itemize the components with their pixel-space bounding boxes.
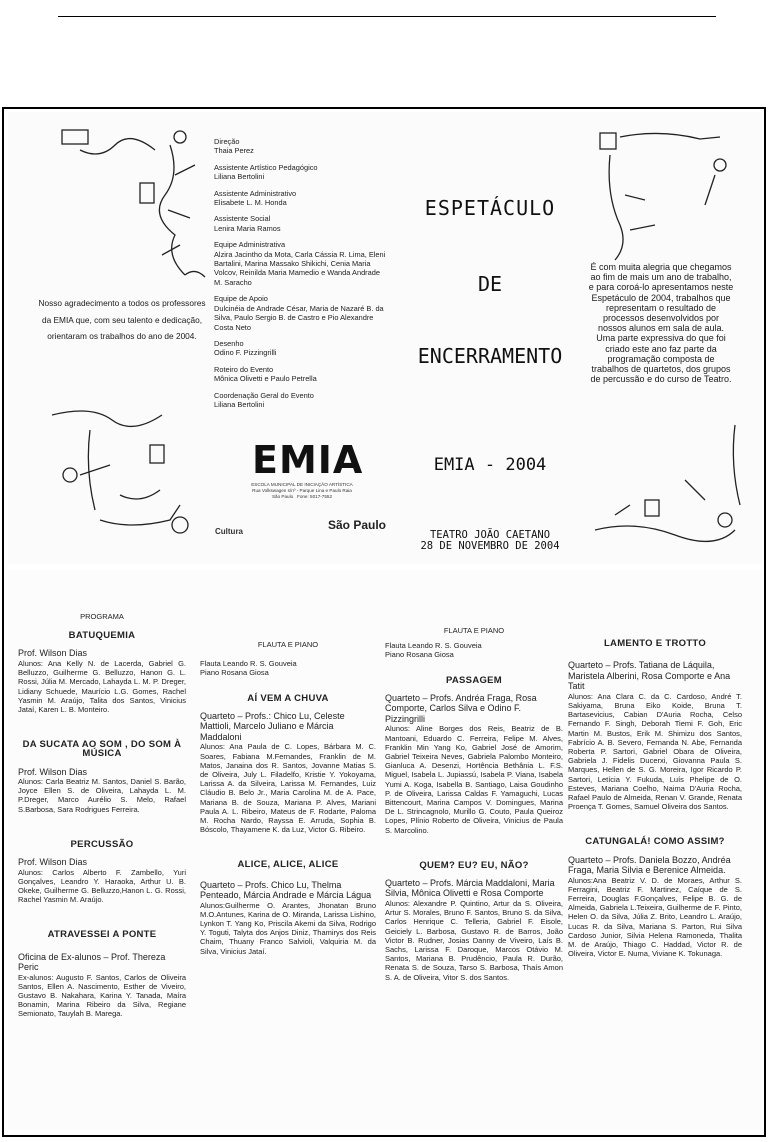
intro-text: É com muita alegria que chegamos ao fim de mais um ano de trabalho, e para coroá-lo apresentamos neste Espetáculo de 2004, trabalhos que representam o resultado de processos desenvolvidos por nossos alunos em sala de aula. Uma parte expressiva do que foi criado este ano faz parte da programação composta de trabalhos de quartetos, dos grupos de percussão e do curso de Teatro. <box>588 262 734 385</box>
piece-teacher: Quarteto – Profs. Chico Lu, Thelma Penteado, Márcia Andrade e Márcia Lágua <box>200 879 372 901</box>
piece-teacher: Quarteto – Profs. Andréa Fraga, Rosa Comporte, Carlos Silva e Odino F. Pizzingrilli <box>385 692 537 724</box>
credit-group <box>214 240 390 287</box>
piece-students: Alunos: Carla Beatriz M. Santos, Daniel S. Barão, Joyce Ellen S. de Oliveira, Lahayda L. M. P.Dreger, Marco Aurélio S. Melo, Rafael S.Barbosa, Sara Rodrigues Ferreira. <box>18 777 186 814</box>
piece-teacher: Quarteto – Profs.: Chico Lu, Celeste Mattioli, Marcelo Juliano e Márcia Maddaloni <box>200 710 345 742</box>
program-column-1 <box>18 612 186 1019</box>
cover-subtitle: EMIA - 2004 <box>433 455 547 475</box>
piece-teacher: Quarteto – Profs. Tatiana de Láquila, Maristela Alberini, Rosa Comporte e Ana Tatit <box>568 660 731 692</box>
credit-role: Assistente Artístico Pedagógico <box>214 162 318 172</box>
credit-group <box>214 365 390 384</box>
piece-title: QUEM? EU? EU, NÃO? <box>419 859 529 871</box>
top-rule <box>58 16 716 17</box>
event-date: 28 DE NOVEMBRO DE 2004 <box>420 540 560 552</box>
piece-teacher: Quarteto – Profs. Márcia Maddaloni, Maria Silvia, Mônica Olivetti e Rosa Comporte <box>385 877 555 899</box>
school-address: Rua Volkswagen s/nº - Parque Lina e Paulo Raia <box>252 488 352 493</box>
piece-title: CATUNGALÁ! COMO ASSIM? <box>585 836 725 848</box>
piece-title: LAMENTO E TROTTO <box>603 638 707 649</box>
credit-role: Equipe de Apoio <box>214 294 268 304</box>
piece-students: Alunos: Aline Borges dos Reis, Beatriz de B. Mantoani, Eduardo C. Ferreira, Felipe M. Alves, Franklin Min Yang Ko, Gabriel José de Amorim, Gabriel Teixeira Neves, Gabriela Palombo Monteiro, Gianluca A. Desenzi, Hortência Bethânia L. F.S. Miguel, Isabela L. Jupiassú, Isabela P. Viana, Isabela Yumi A. Koga, Isabella B. Santiago, Laisa Goudinho P. de Oliveira, Larissa Caldas F. Yamaguchi, Lucas Bittencourt, Marina Campos V. Domingues, Marina De L. Strincagnolo, Murillo G. Couto, Paula Queiroz Lopes, Plínio Roberto de Oliveira, Vinicius de Paula S. Marcolino. <box>385 724 563 835</box>
credit-role: Desenho <box>214 338 244 348</box>
credit-role: Roteiro do Evento <box>214 364 274 374</box>
piece-students: Alunos: Ana Clara C. da C. Cardoso, André T. Sakiyama, Bruna Eiko Koide, Bruna T. Bartasevicius, Cabian D'Auria Rocha, Celso Fernando F. Singh, Deborah Tiemi F. Goh, Eric Martin M. Bustos, Erik M. Shimizu dos Santos, Fabrício A. B. Severo, Fernanda N. Abe, Fernanda Roberta P. Sartori, Gabriel Obara de Oliveira, Gabriela J. Fidelis Ducerxi, Giovanna Paula S. Marques, Hellen de S. G. Moreira, Igor Ricardo P. Sartori, Letícia Y. Fukuda, Luís Phelipe de O. Esteves, Mariana Coelho, Naima D'Auria Rocha, Rafael Paulo de Almeida, Renan V. Grande, Renata Proença T. Gomes, Samuel Oliveira dos Santos. <box>568 691 742 812</box>
program-column-2 <box>200 640 376 956</box>
piece-title: PASSAGEM <box>445 674 503 686</box>
credit-role: Equipe Administrativa <box>214 240 286 250</box>
dancer-drawing-illustration <box>40 385 210 555</box>
cover-title-line-3: ENCERRAMENTO <box>417 344 563 368</box>
school-name: ESCOLA MUNICIPAL DE INICIAÇÃO ARTÍSTICA <box>251 482 353 487</box>
credit-names: Lenira Maria Ramos <box>214 223 281 233</box>
piece-students: Alunos: Alexandre P. Quintino, Artur da S. Oliveira, Artur S. Morales, Bruno F. Santos, Bruno S. da Silva, Carlos Henrique C. Telleria, Gabriel F. Eisole, Geiciely L. Barbosa, Gustavo R. de Barros, João Victor B. Rudner, Josias Danny de Viveiro, Laís B. Sachs, Larissa F. Daroque, Marcos Otávio M. Santos, Mariana B. Prudêncio, Paula R. Durão, Renata S. de Souza, Tarso S. Barbosa, Thaís Amon S. A. de Oliveira, Vitor S. dos Santos. <box>385 898 563 982</box>
credit-names: Alzira Jacintho da Mota, Carla Cássia R. Lima, Eleni Bartalini, Marina Massako Shikichi, Cenia Maria Volcov, Reinilda Maria Mamedio e Wanda Andrade M. Saracho <box>214 249 386 287</box>
piece-title: FLAUTA E PIANO <box>257 640 319 649</box>
credit-role: Coordenação Geral do Evento <box>214 390 314 400</box>
venue-and-date <box>400 530 580 552</box>
credit-group <box>214 214 390 233</box>
piece-title: AÍ VEM A CHUVA <box>247 692 329 704</box>
piece-students: Alunos: Carlos Alberto F. Zambello, Yuri Gonçalves, Leandro Y. Haraoka, Arthur U. B. Okeke, Guilherme G. Belluzzo,Hanon L. G. Rossi, Rachel Yasmin M. Araújo. <box>18 867 186 905</box>
piece-students: Alunos:Guilherme O. Arantes, Jhonatan Bruno M.O.Antunes, Karina de O. Miranda, Larissa Lishino, Lynkon T. Yang Ko, Priscila Akemi da Silva, Rodrigo Y. Toguti, Talyta dos Anjos Diniz, Thamirys dos Reis Chaim, Thuany Franco Salvioli, Valquiria M. da Silva, Vinicius Jataí. <box>200 900 376 956</box>
credit-group <box>214 339 390 358</box>
piece-teacher: Prof. Wilson Dias <box>18 648 88 659</box>
musician-drawing-illustration <box>590 125 750 265</box>
credit-group <box>214 189 390 208</box>
credit-names: Thaia Perez <box>214 146 254 156</box>
piece-teacher: Flauta Leando R. S. Gouveia <box>385 641 482 651</box>
sponsor-saopaulo-logo: São Paulo <box>328 518 387 532</box>
program-column-3 <box>385 626 563 982</box>
piece-teacher: Oficina de Ex-alunos – Prof. Thereza Peric <box>18 951 166 973</box>
venue: TEATRO JOÃO CAETANO <box>429 529 551 541</box>
thanks-note: Nosso agradecimento a todos os professores da EMIA que, com seu talento e dedicação, orientaram os trabalhos do ano de 2004. <box>38 298 206 341</box>
piece-teacher: Quarteto – Profs. Daniela Bozzo, Andréa Fraga, Maria Silvia e Berenice Almeida. <box>568 854 731 876</box>
credit-names: Mônica Olivetti e Paulo Petrella <box>214 374 317 384</box>
piece-teacher: Piano Rosana Giosa <box>200 668 269 678</box>
piece-title: ATRAVESSEI A PONTE <box>47 929 157 941</box>
program-label: PROGRAMA <box>80 612 124 621</box>
piece-teacher: Prof. Wilson Dias <box>18 766 88 777</box>
piece-students: Alunos: Ana Paula de C. Lopes, Bárbara M. C. Soares, Fabiana M.Fernandes, Franklin de M. Matos, Janaina dos R. Santos, Jovanne Matias S. de Oliveira, July L. Filadelfo, Kristie Y. Yokoyama, Larissa A. da Silveira, Larissa M. Fernandes, Luiz Cláudio B. Belo Jr., Maria Carolina M. de A. Pace, Mariana B. de Souza, Mariana P. Alves, Mariani Paula A. L. Ribeiro, Mateus de F. Rodarte, Paloma M. Rocha Nardo, Rayssa E. Arruda, Sophia B. Bóscolo, Thayamene K. da Luz, Victor G. Ribeiro. <box>200 742 376 835</box>
school-city: São Paulo <box>271 494 294 499</box>
piece-teacher: Prof. Wilson Dias <box>18 857 88 868</box>
credit-role: Direção <box>214 137 240 146</box>
credit-group <box>214 137 390 156</box>
cover-title-line-1: ESPETÁCULO <box>424 196 556 220</box>
credit-role: Assistente Administrativo <box>214 188 297 198</box>
cover-title-line-2: DE <box>477 272 503 296</box>
sponsor-cultura-logo: Cultura <box>215 527 243 536</box>
credit-group <box>214 391 390 410</box>
school-info <box>222 482 382 500</box>
credit-names: Dulcinéia de Andrade César, Maria de Nazaré B. da Silva, Paulo Sergio B. de Castro e Pio Alexandre Costa Neto <box>214 303 384 332</box>
credit-names: Elisabete L. M. Honda <box>214 198 287 208</box>
piece-students: Alunos:Ana Beatriz V. D. de Moraes, Arthur S. Ferragini, Beatriz F. Martinez, Caíque de S. Ferreira, Douglas F.Gonçalves, Felipe B. G. de Almeida, Gabriela L.Teixeira, Guilherme de F. Pinto, Helen O. da Silva, Júlia Z. Brito, Leandro L. Araújo, Lucas R. da Silva, Mariana S. Parton, Rui Silva Cardoso Junior, Silvia Helena Ramoneda, Thalita M. de Araújo, Thiago C. Haddad, Victor R. de Oliveira, Victor E. Numa, Viviane K. Tokunaga. <box>568 875 742 959</box>
emia-logo: EMIA <box>252 438 364 482</box>
actor-drawing-illustration <box>585 420 750 550</box>
credit-role: Assistente Social <box>214 214 271 224</box>
piece-title: BATUQUEMIA <box>68 630 136 642</box>
piece-title: PERCUSSÃO <box>70 838 134 850</box>
piece-title: DA SUCATA AO SOM , DO SOM À MÚSICA <box>22 739 182 760</box>
credit-names: Liliana Bertolini <box>214 172 265 182</box>
piece-teacher: Piano Rosana Giosa <box>385 650 454 660</box>
piece-students: Alunos: Ana Kelly N. de Lacerda, Gabriel G. Belluzzo, Guilherme G. Belluzzo, Hanon G. L. Rossi, Júlia M. Mercado, Lahayda L. M. P. Dreger, Lidiany Schuede, Maurício L.G. Gomes, Rachel Yasmin M. Araújo, Talita dos Santos, Vinicius Jataí, Karen L. B. Monteiro. <box>18 658 186 714</box>
piece-students: Ex-alunos: Augusto F. Santos, Carlos de Oliveira Santos, Ellen A. Nascimento, Esther de Viveiro, Gustavo B. Nakahara, Karina Y. Tanada, Maíra Bonamin, Marina Ribeiro da Silva, Regiane Semionato, Tauylah B. Marega. <box>18 972 186 1019</box>
piece-title: ALICE, ALICE, ALICE <box>237 859 339 871</box>
school-phone: Fone: 5017-7552 <box>297 494 333 499</box>
piece-title: FLAUTA E PIANO <box>443 626 505 635</box>
piece-teacher: Flauta Leando R. S. Gouveia <box>200 659 297 669</box>
credit-names: Liliana Bertolini <box>214 399 265 409</box>
music-drawing-illustration <box>40 125 220 300</box>
credit-names: Odino F. Pizzingrilli <box>214 348 277 358</box>
program-column-4 <box>568 639 742 958</box>
credit-group <box>214 163 390 182</box>
credit-group <box>214 294 390 332</box>
credits-list <box>214 137 390 416</box>
